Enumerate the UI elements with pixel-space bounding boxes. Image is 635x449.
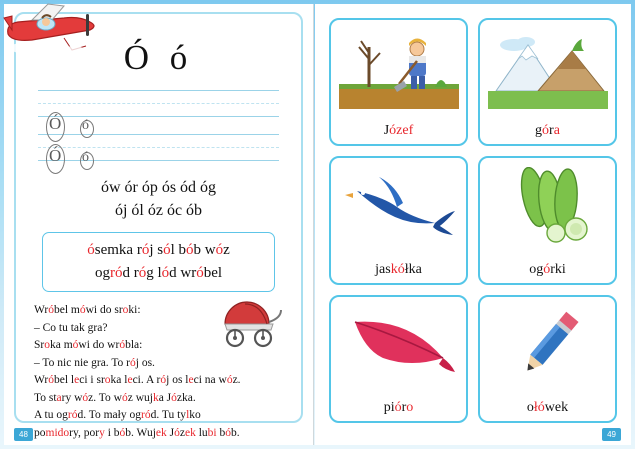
picture-card-ogorki[interactable] <box>478 156 617 284</box>
right-page <box>315 4 631 445</box>
card-caption-gora: góra <box>535 123 560 139</box>
red-feather-icon <box>331 297 466 395</box>
picture-card-jozef[interactable] <box>329 18 468 146</box>
handwriting-practice-area <box>38 90 279 168</box>
rule-line <box>38 90 279 91</box>
swallow-bird-icon <box>331 158 466 256</box>
card-caption-ogorki: ogórki <box>529 261 566 277</box>
pencil-icon <box>480 297 615 395</box>
picture-card-grid <box>329 18 617 423</box>
story-line: Wróbel mówi do sroki: <box>34 304 141 317</box>
story-line: Sroka mówi do wróbla: <box>34 339 143 352</box>
syllable-row-1: ów ór óp ós ód óg <box>100 179 217 196</box>
story-line: To stary wóz. To wóz wujka Józka. <box>34 391 196 404</box>
rule-line <box>38 160 279 161</box>
rule-line <box>38 116 279 117</box>
page-title: Ó ó <box>123 38 194 77</box>
picture-card-jaskolka[interactable] <box>329 156 468 284</box>
card-caption-pioro: pióro <box>383 399 414 415</box>
rule-line-dashed <box>38 103 279 104</box>
card-caption-jaskolka: jaskółka <box>375 261 422 277</box>
rule-line-dashed <box>38 147 279 148</box>
story-line: – Co tu tak gra? <box>34 321 108 334</box>
card-caption-olowek: ołówek <box>526 399 569 415</box>
card-caption-jozef: Józef <box>383 123 414 139</box>
left-page <box>4 4 314 445</box>
man-planting-tree-icon <box>331 20 466 118</box>
glyph-o-lowercase: ó <box>82 118 89 133</box>
page-number-left: 48 <box>14 428 33 441</box>
story-line: A tu ogród. To mały ogród. Tu tylko <box>34 409 201 422</box>
picture-card-pioro[interactable] <box>329 295 468 423</box>
story-line: Wróbel leci i sroka leci. A rój os leci na wóz. <box>34 374 241 387</box>
syllable-row-2: ój ól óz óc ób <box>114 202 203 220</box>
glyph-o-uppercase-2: Ó <box>49 146 62 165</box>
picture-card-olowek[interactable] <box>478 295 617 423</box>
word-box-line-2: ogród róg lód wróbel <box>94 264 223 281</box>
picture-card-gora[interactable] <box>478 18 617 146</box>
cucumbers-icon <box>480 158 615 256</box>
page-number-right: 49 <box>602 428 621 441</box>
story-line: pomidory, pory i bób. Wujek Józek lubi bób. <box>34 426 240 439</box>
word-box-line-1: ósemka rój sól bób wóz <box>87 242 230 259</box>
mountain-icon <box>480 20 615 118</box>
story-text <box>34 302 283 442</box>
cartoon-airplane-icon <box>2 0 106 56</box>
glyph-o-uppercase: Ó <box>49 114 62 133</box>
rule-line <box>38 134 279 135</box>
glyph-o-lowercase-2: ó <box>82 150 89 165</box>
syllable-list <box>16 176 301 222</box>
word-box <box>42 232 275 292</box>
story-line: – To nic nie gra. To rój os. <box>34 356 155 369</box>
